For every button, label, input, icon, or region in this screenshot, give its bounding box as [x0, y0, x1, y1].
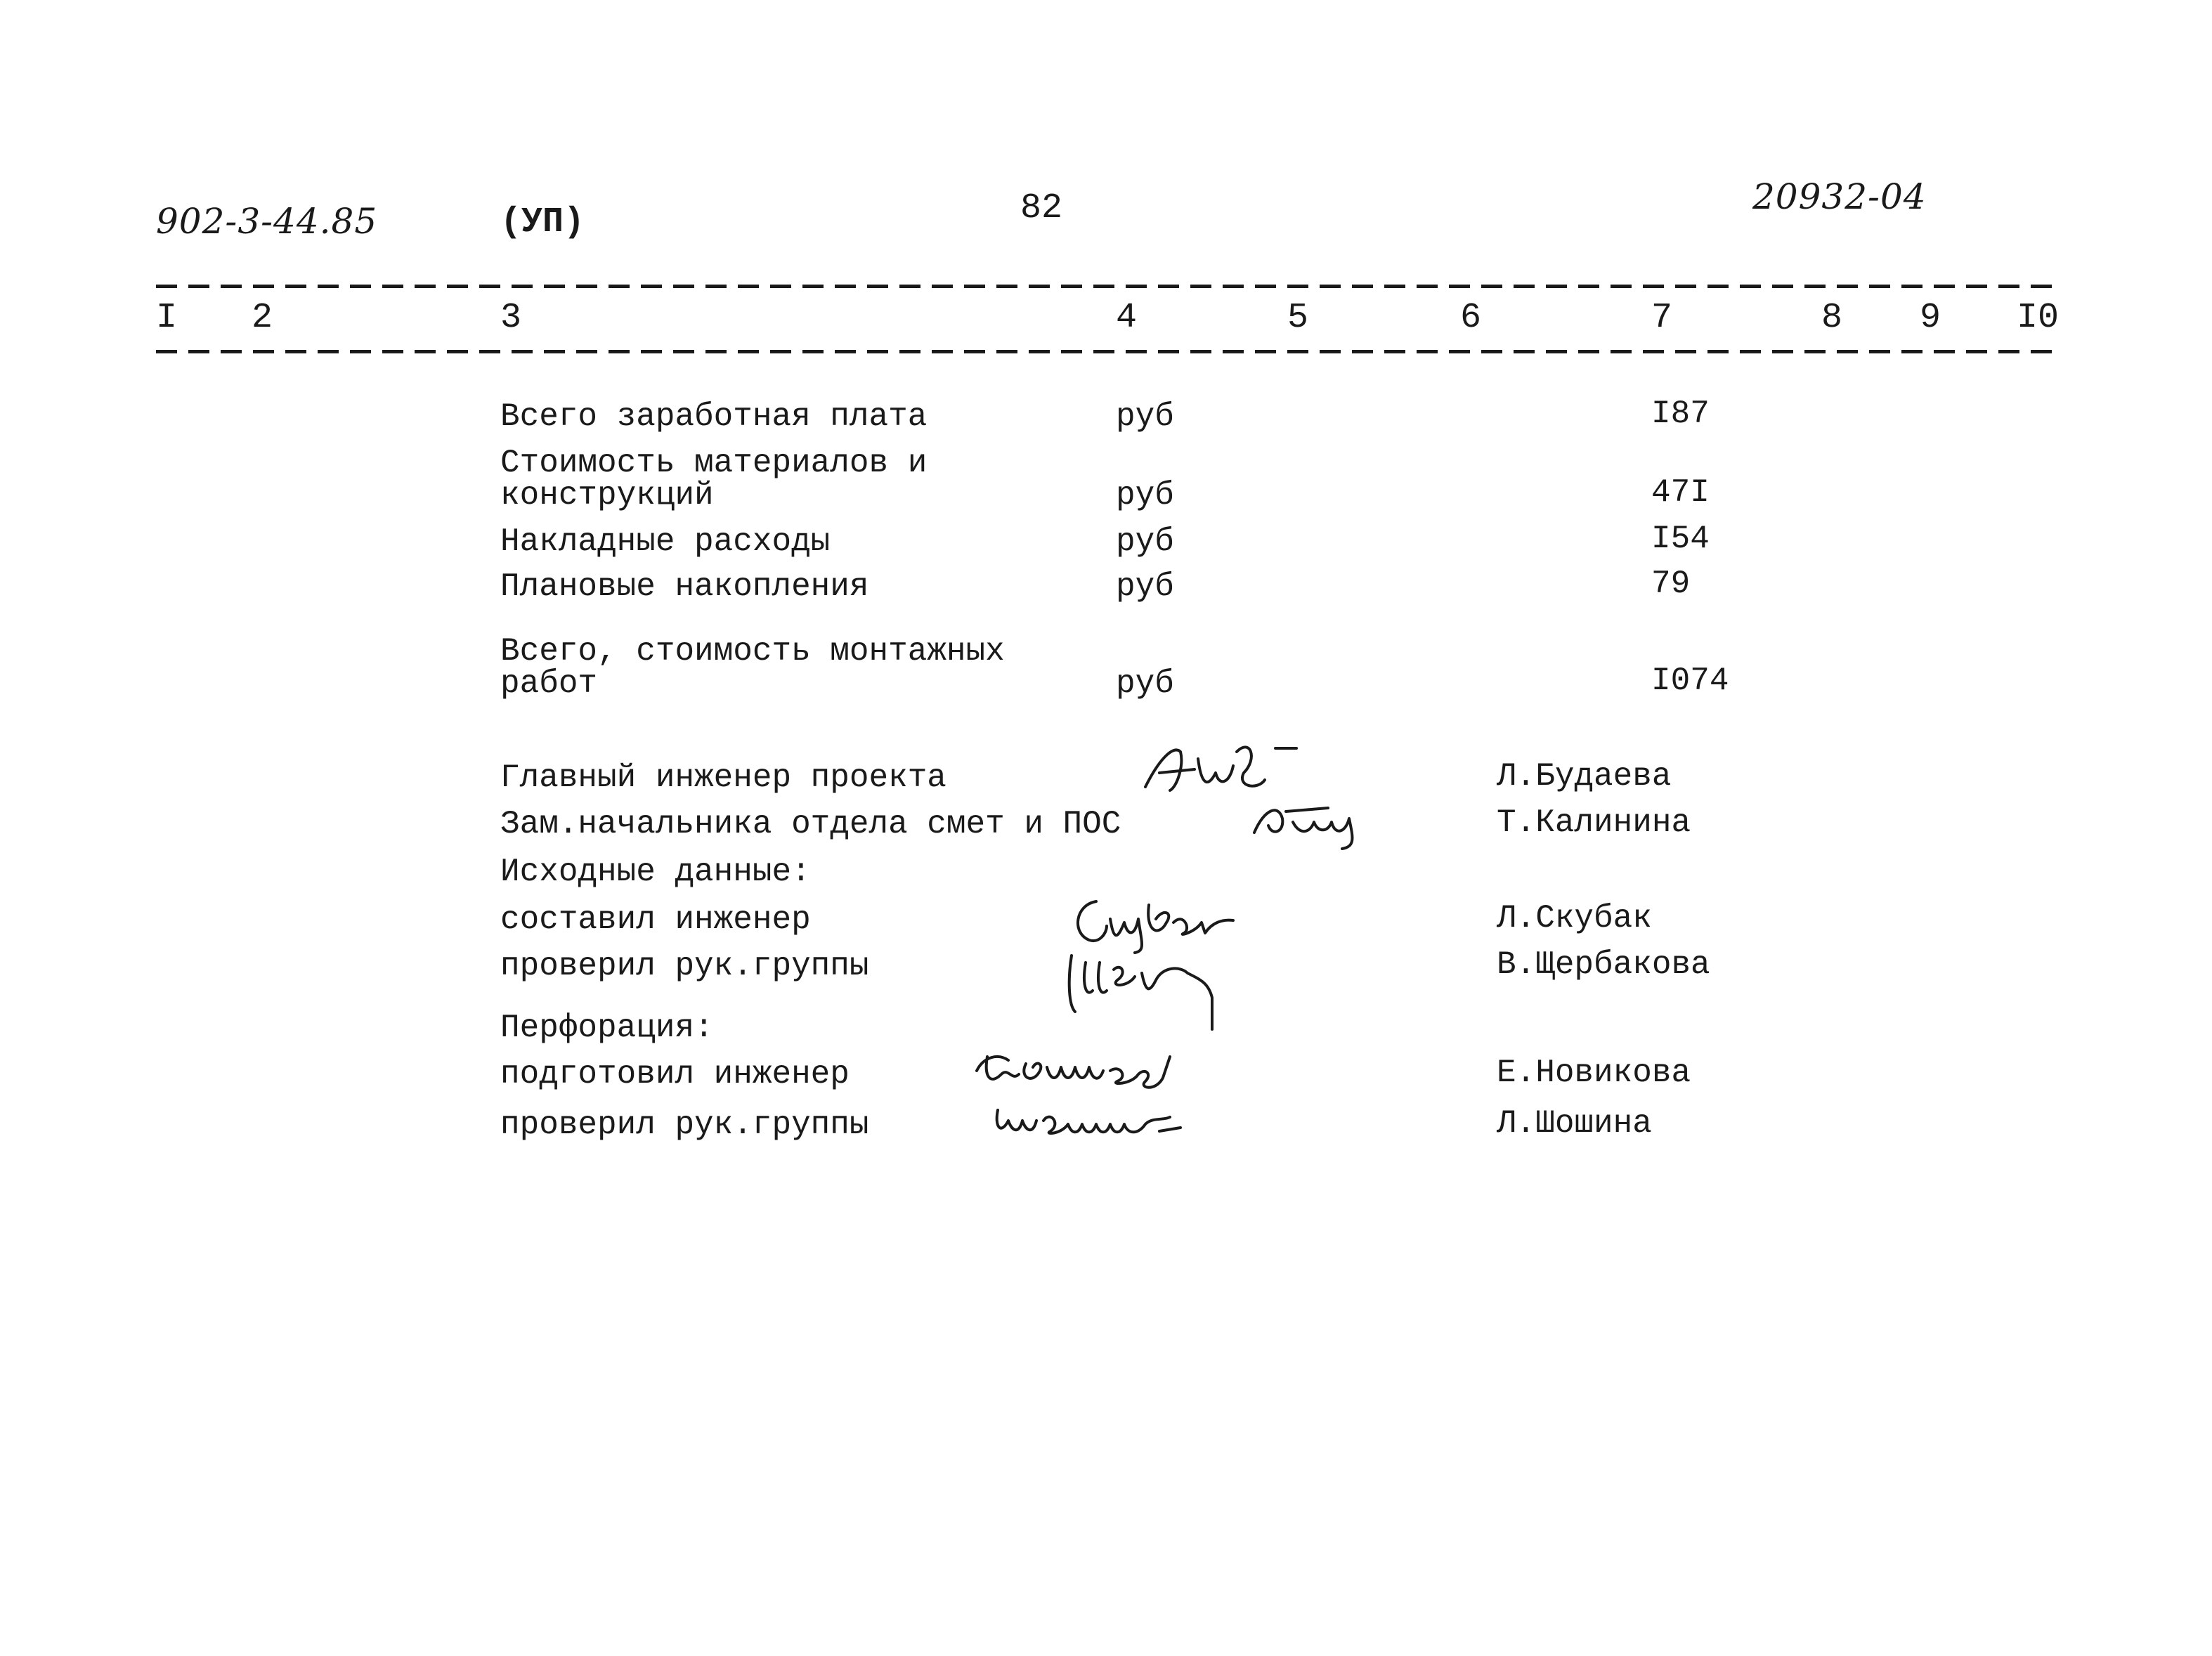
column-number: I0: [2017, 298, 2060, 338]
cost-row-unit: руб: [1116, 568, 1174, 605]
column-number: I: [156, 298, 178, 338]
archive-number: 20932-04: [1752, 176, 1927, 217]
column-number: 5: [1287, 298, 1309, 338]
signature-person: В.Щербакова: [1497, 946, 1710, 983]
cost-row-name: Накладные расходы: [500, 523, 831, 560]
signature-role: Главный инженер проекта: [500, 759, 946, 796]
column-number: 7: [1651, 298, 1673, 338]
column-header-bottom-rule: [156, 350, 2053, 353]
cost-row-unit: руб: [1116, 665, 1174, 702]
signature-novikova: [970, 1043, 1180, 1099]
column-header-top-rule: [156, 285, 2053, 288]
cost-row-value: I074: [1651, 663, 1729, 699]
cost-row-value: 47I: [1651, 474, 1710, 511]
signature-role: проверил рук.группы: [500, 1107, 869, 1143]
section-heading: Исходные данные:: [500, 854, 811, 890]
doc-code: 902-3-44.85: [156, 201, 378, 242]
column-number: 3: [500, 298, 522, 338]
cost-row-name: Плановые накопления: [500, 568, 869, 605]
signature-person: Т.Калинина: [1497, 804, 1691, 841]
cost-row-value: 79: [1651, 566, 1691, 602]
cost-row-unit: руб: [1116, 398, 1174, 435]
signature-role: составил инженер: [500, 901, 811, 938]
cost-row-name: конструкций: [500, 477, 714, 514]
cost-row-value: I87: [1651, 396, 1710, 432]
signature-shoshina: [991, 1096, 1195, 1145]
part-label: (УП): [500, 202, 585, 242]
cost-row-name: Всего заработная плата: [500, 398, 928, 435]
signature-role: подготовил инженер: [500, 1056, 850, 1093]
column-number: 6: [1460, 298, 1482, 338]
signature-person: Л.Будаева: [1497, 758, 1672, 795]
cost-row-name: Всего, стоимость монтажных: [500, 633, 1005, 670]
column-number: 2: [252, 298, 273, 338]
column-number: 8: [1821, 298, 1843, 338]
signature-person: Е.Новикова: [1497, 1055, 1691, 1091]
signature-role: проверил рук.группы: [500, 948, 869, 984]
signature-kalinina: [1251, 794, 1370, 850]
cost-row-unit: руб: [1116, 523, 1174, 560]
cost-row-name: Стоимость материалов и: [500, 445, 928, 481]
column-number: 9: [1920, 298, 1941, 338]
cost-row-name: работ: [500, 665, 598, 702]
signature-person: Л.Скубак: [1497, 900, 1652, 937]
column-number: 4: [1116, 298, 1138, 338]
signature-shcherbakova: [1061, 941, 1223, 1033]
signature-person: Л.Шошина: [1497, 1105, 1652, 1142]
section-heading: Перфорация:: [500, 1010, 714, 1046]
cost-row-value: I54: [1651, 521, 1710, 557]
signature-role: Зам.начальника отдела смет и ПОС: [500, 806, 1121, 842]
page-number: 82: [1020, 188, 1063, 228]
cost-row-unit: руб: [1116, 477, 1174, 514]
